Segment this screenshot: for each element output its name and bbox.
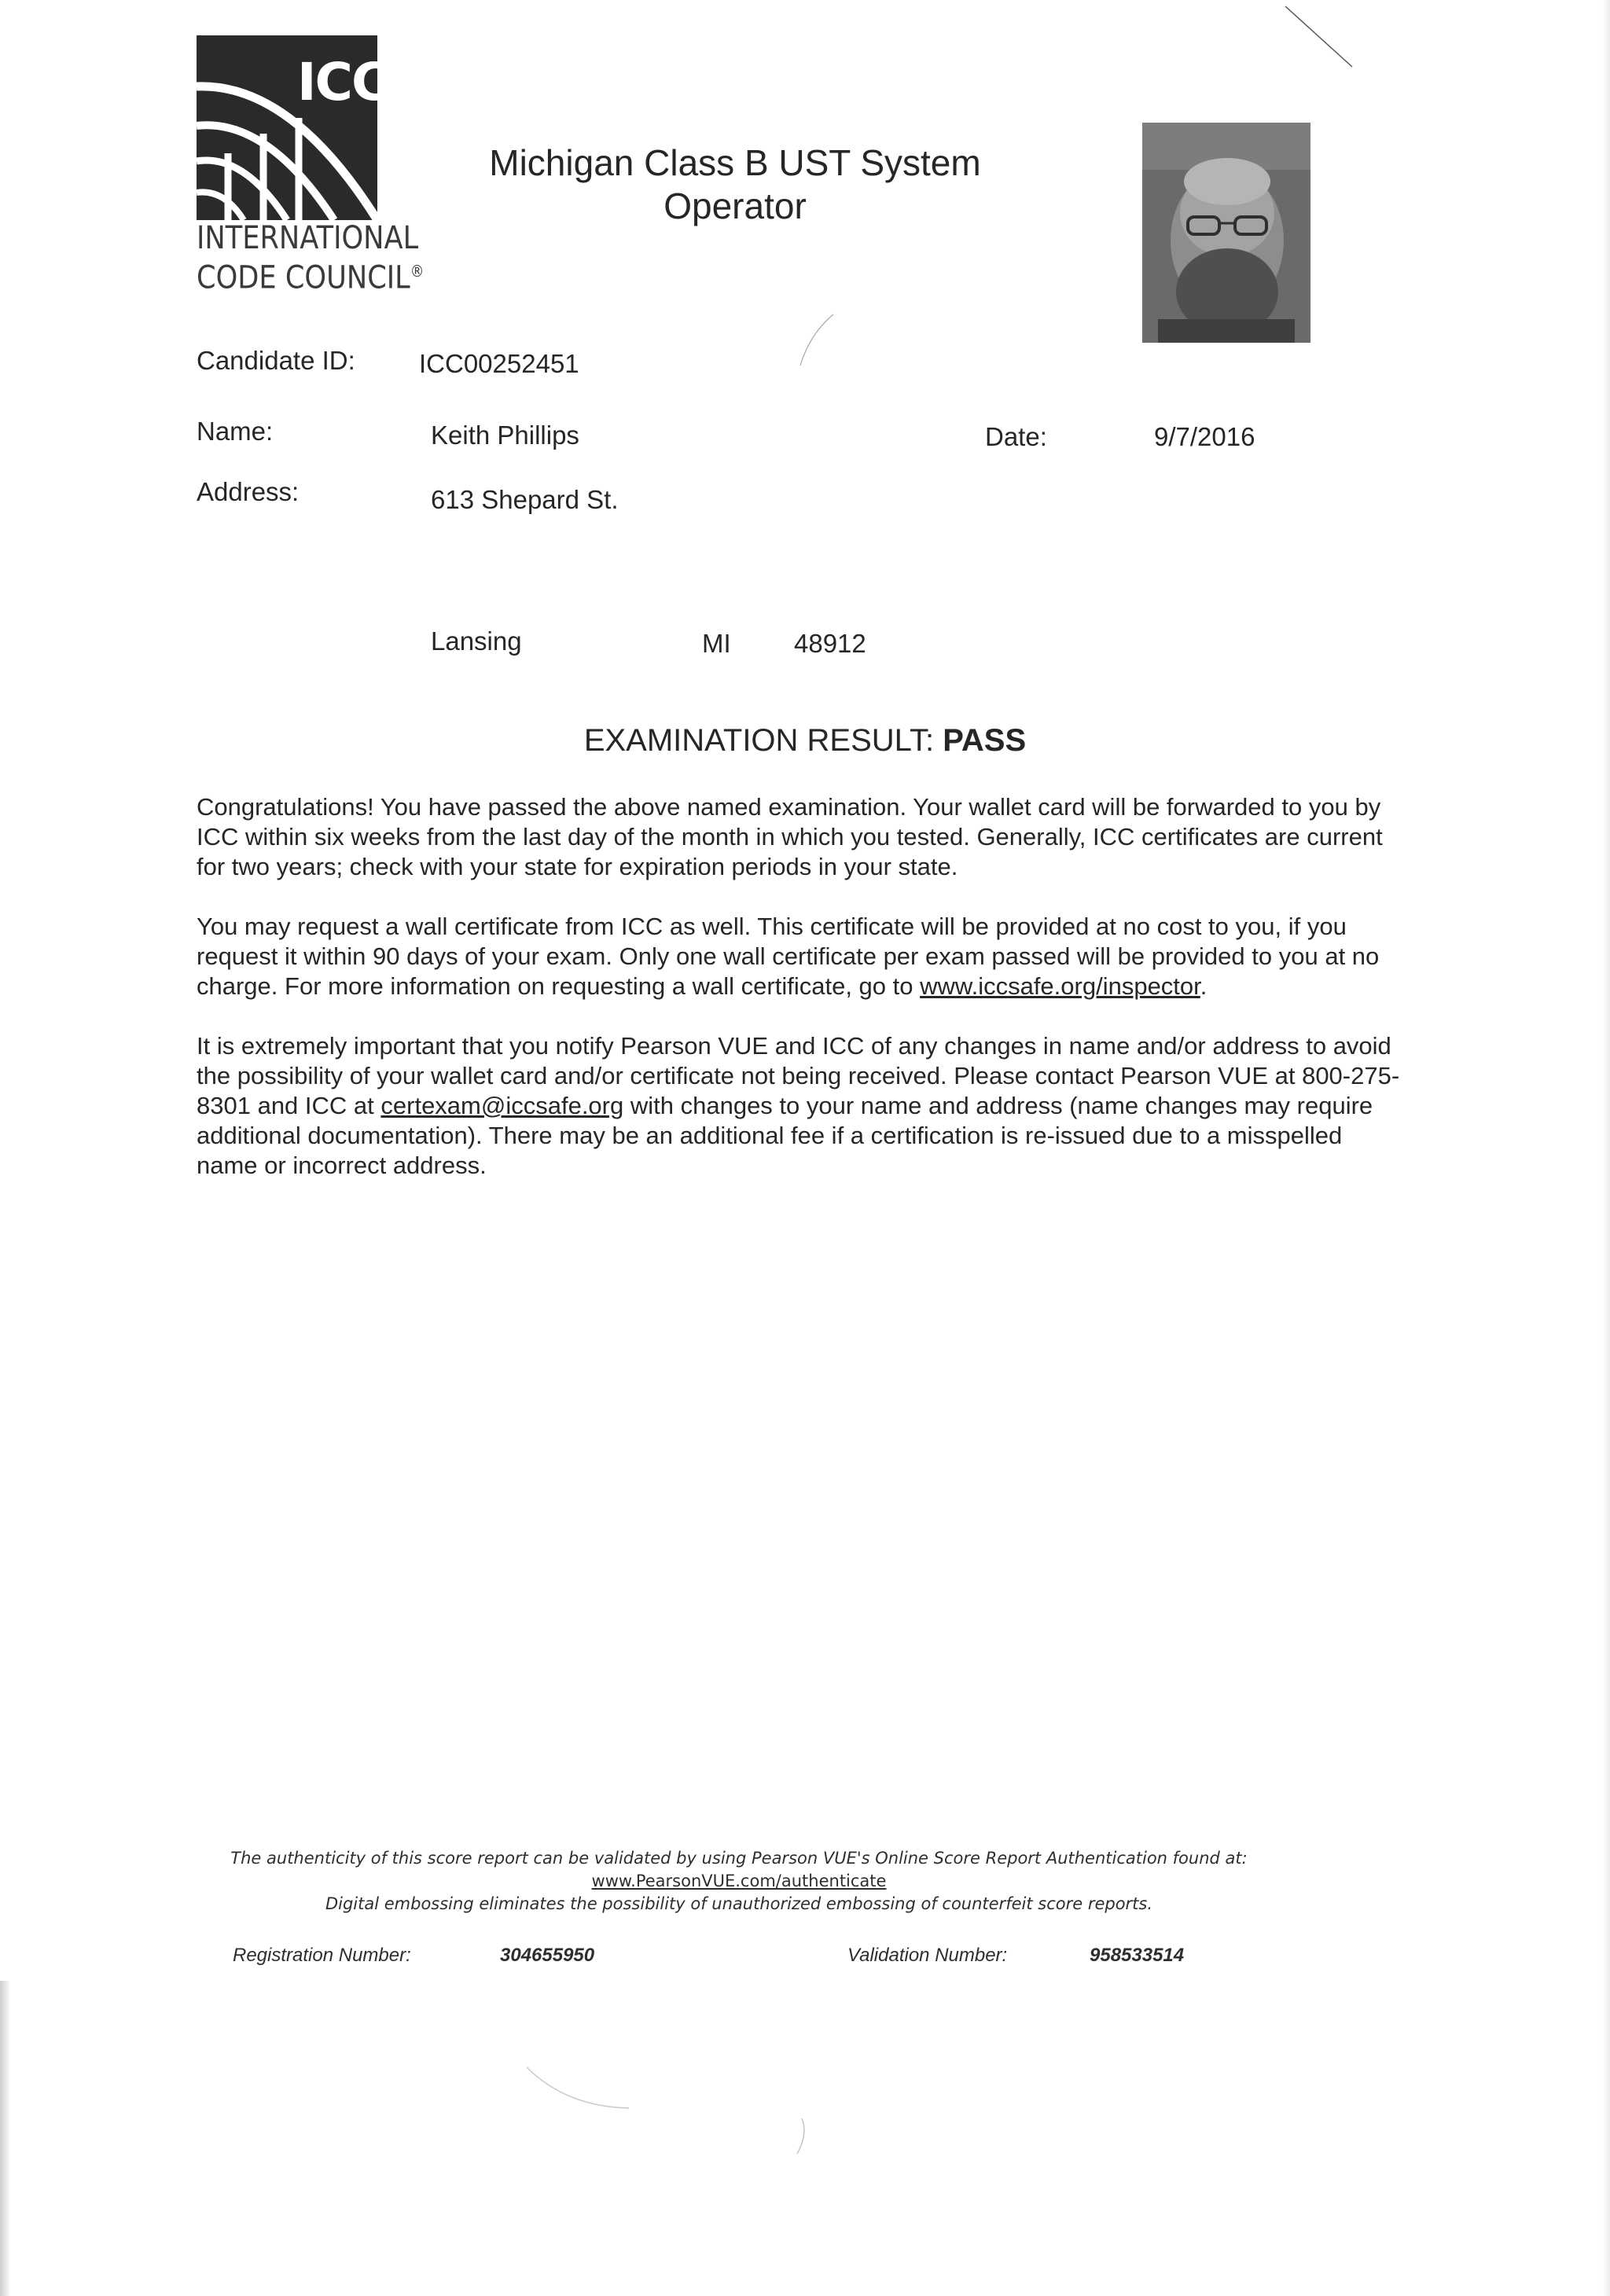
date-label: Date: (985, 422, 1047, 451)
name-label: Name: (197, 417, 274, 446)
address-zip: 48912 (794, 629, 866, 658)
examination-result (0, 723, 1610, 759)
scan-mark (1274, 0, 1368, 79)
scan-mark (519, 2052, 645, 2122)
authenticity-note (142, 1847, 1336, 1916)
validation-number-label: Validation Number: (847, 1945, 1008, 1966)
validation-number-value: 958533514 (1090, 1945, 1185, 1966)
result-value: PASS (943, 723, 1027, 758)
paragraph-wall-certificate-text: You may request a wall certificate from ICC as well. This certificate will be provided at no cost to you, if you request it within 90 days of your exam. Only one wall certificate per exam passed will be provided to you at no charge. For more information on requesting a wall certificate, go to (197, 913, 1380, 1000)
address-city: Lansing (431, 626, 522, 656)
paragraph-notify-text-end: with changes to your name and address (name changes may require additional documentation). There may be an additional fee if a certification is re-issued due to a misspelled name or incorrect address. (197, 1092, 1373, 1179)
pearson-authenticate-link[interactable]: www.PearsonVUE.com/authenticate (591, 1872, 887, 1890)
paragraph-congratulations: Congratulations! You have passed the above named examination. Your wallet card will be forwarded to you by ICC within six weeks from the last day of the month in which you tested. Generally, ICC certificates are current for two years; check with your state for expiration periods in your state. (197, 793, 1383, 880)
paragraph-notify-changes (197, 1031, 1407, 1181)
page-edge-shadow (1602, 0, 1610, 2296)
icc-logo (197, 35, 425, 296)
exam-title-line-1: Michigan Class B UST System (489, 142, 981, 183)
registration-number-label: Registration Number: (233, 1945, 411, 1966)
result-label: EXAMINATION RESULT: (583, 723, 935, 758)
registration-number-value: 304655950 (500, 1945, 595, 1966)
scan-mark (786, 2114, 818, 2162)
candidate-id-value: ICC00252451 (419, 349, 579, 378)
icc-globe-icon (197, 35, 388, 220)
page-edge-shadow (0, 1981, 11, 2296)
certexam-email-link[interactable]: certexam@iccsafe.org (380, 1092, 624, 1119)
exam-title-line-2: Operator (663, 186, 807, 226)
scan-mark (786, 310, 849, 373)
body-text (197, 792, 1407, 1210)
paragraph-wall-certificate (197, 912, 1407, 1001)
authenticity-line-3: Digital embossing eliminates the possibility of unauthorized embossing of counterfeit score reports. (325, 1894, 1153, 1913)
exam-title (440, 141, 1030, 228)
candidate-id-label: Candidate ID: (197, 346, 355, 375)
authenticity-line-1: The authenticity of this score report can be validated by using Pearson VUE's Online Score Report Authentication found at: (230, 1849, 1248, 1868)
address-line-1: 613 Shepard St. (431, 485, 619, 514)
name-value: Keith Phillips (431, 421, 579, 450)
logo-line-1: INTERNATIONAL (197, 220, 419, 256)
address-label: Address: (197, 477, 300, 506)
date-value: 9/7/2016 (1154, 422, 1255, 451)
registered-mark: ® (410, 262, 425, 281)
address-state: MI (702, 629, 731, 658)
logo-line-2: CODE COUNCIL (197, 259, 410, 296)
iccsafe-inspector-link[interactable]: www.iccsafe.org/inspector (920, 972, 1200, 1000)
paragraph-notify-text: It is extremely important that you notify Pearson VUE and ICC of any changes in name and/or address to avoid the possibility of your wallet card and/or certificate not being received. Please contact Pearson VUE at 800-275-8301 and ICC at (197, 1032, 1400, 1119)
candidate-photo (1142, 123, 1310, 343)
icc-acronym: ICC (297, 52, 388, 112)
paragraph-end: . (1200, 972, 1208, 1000)
